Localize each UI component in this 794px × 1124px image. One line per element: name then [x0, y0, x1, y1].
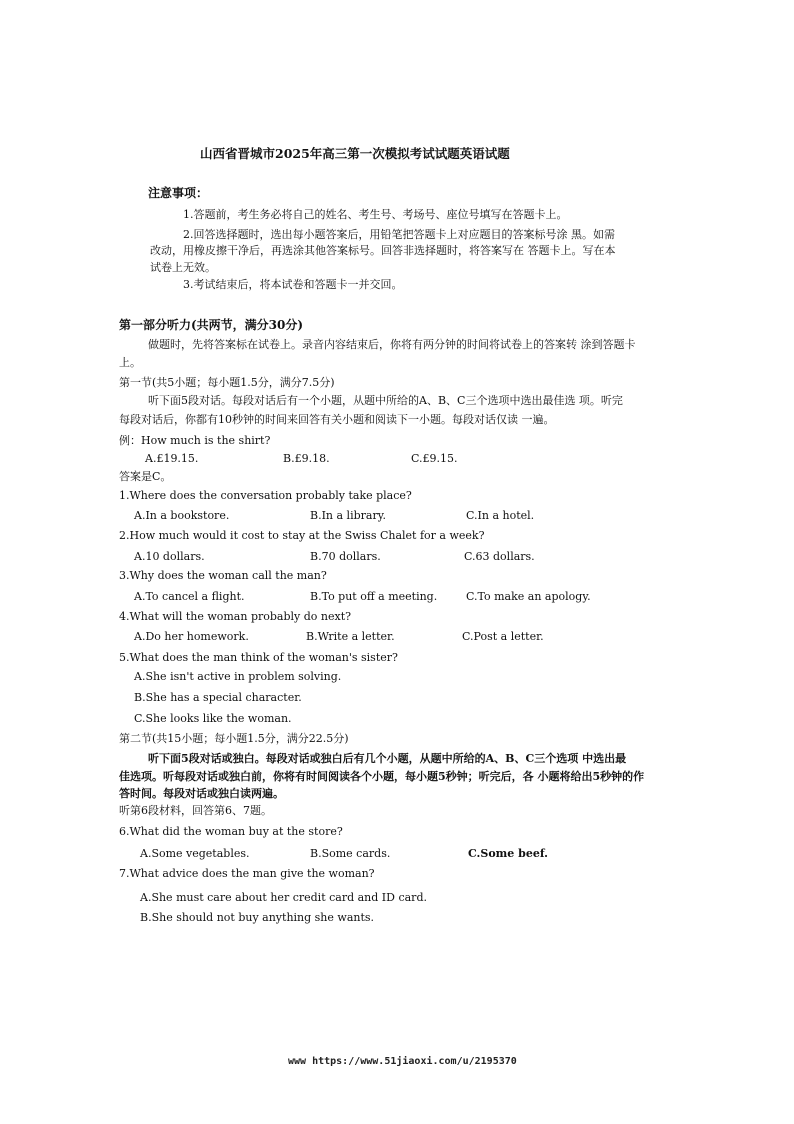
part1-intro: 上。 — [119, 356, 141, 369]
question-3-option-b: B.To put off a meeting. — [310, 590, 438, 603]
part1-heading: 第一部分听力(共两节，满分30分) — [119, 318, 304, 332]
notice-line: 试卷上无效。 — [150, 261, 216, 274]
example-option-c: C.£9.15. — [411, 452, 458, 465]
section2-instructions: 佳选项。听每段对话或独白前，你将有时间阅读各个小题，每小题5秒钟；听完后，各 小题将给出5秒钟的作 — [119, 770, 645, 783]
section2-instructions: 答时间。每段对话或独白读两遍。 — [119, 787, 284, 800]
question-3: 3.Why does the woman call the man? — [119, 569, 327, 582]
notice-heading: 注意事项： — [148, 186, 209, 200]
question-3-option-a: A.To cancel a flight. — [134, 590, 245, 603]
question-4-option-c: C.Post a letter. — [462, 630, 544, 643]
document-title: 山西省晋城市2025年高三第一次模拟考试试题英语试题 — [200, 146, 510, 161]
question-1: 1.Where does the conversation probably take place? — [119, 489, 412, 502]
question-6-option-a: A.Some vegetables. — [140, 847, 250, 860]
question-4-option-b: B.Write a letter. — [306, 630, 395, 643]
question-2-option-a: A.10 dollars. — [134, 550, 205, 563]
section1-instructions: 每段对话后，你都有10秒钟的时间来回答有关小题和阅读下一小题。每段对话仅读 一遍。 — [119, 413, 555, 426]
question-7-option-a: A.She must care about her credit card and ID card. — [140, 891, 427, 904]
section2-instructions: 听下面5段对话或独白。每段对话或独白后有几个小题，从题中所给的A、B、C三个选项 中选出最 — [148, 752, 627, 765]
example-question: 例：How much is the shirt? — [119, 434, 271, 447]
question-6: 6.What did the woman buy at the store? — [119, 825, 343, 838]
question-7-option-b: B.She should not buy anything she wants. — [140, 911, 375, 924]
example-answer: 答案是C。 — [119, 470, 172, 483]
question-5-option-a: A.She isn't active in problem solving. — [134, 670, 342, 683]
question-5-option-c: C.She looks like the woman. — [134, 712, 292, 725]
notice-line: 1.答题前，考生务必将自己的姓名、考生号、考场号、座位号填写在答题卡上。 — [183, 208, 568, 221]
question-6-option-b: B.Some cards. — [310, 847, 391, 860]
notice-line: 3.考试结束后，将本试卷和答题卡一并交回。 — [183, 278, 403, 291]
question-2-option-c: C.63 dollars. — [464, 550, 535, 563]
material-note: 听第6段材料，回答第6、7题。 — [119, 804, 272, 817]
example-option-a: A.£19.15. — [145, 452, 199, 465]
question-5: 5.What does the man think of the woman's sister? — [119, 651, 398, 664]
section1-instructions: 听下面5段对话。每段对话后有一个小题，从题中所给的A、B、C三个选项中选出最佳选 项。听完 — [148, 394, 623, 407]
question-4: 4.What will the woman probably do next? — [119, 610, 352, 623]
example-option-b: B.£9.18. — [283, 452, 330, 465]
footer-url[interactable]: www https://www.51jiaoxi.com/u/2195370 — [288, 1056, 517, 1067]
question-2: 2.How much would it cost to stay at the Swiss Chalet for a week? — [119, 529, 485, 542]
question-4-option-a: A.Do her homework. — [134, 630, 249, 643]
question-1-option-b: B.In a library. — [310, 509, 386, 522]
question-2-option-b: B.70 dollars. — [310, 550, 381, 563]
section2-heading: 第二节(共15小题；每小题1.5分，满分22.5分) — [119, 732, 349, 745]
question-5-option-b: B.She has a special character. — [134, 691, 302, 704]
question-3-option-c: C.To make an apology. — [466, 590, 591, 603]
notice-line: 2.回答选择题时，选出每小题答案后，用铅笔把答题卡上对应题目的答案标号涂 黑。如需 — [183, 228, 615, 241]
notice-line: 改动，用橡皮擦干净后，再选涂其他答案标号。回答非选择题时，将答案写在 答题卡上。写在本 — [150, 244, 616, 257]
question-1-option-c: C.In a hotel. — [466, 509, 535, 522]
question-1-option-a: A.In a bookstore. — [134, 509, 230, 522]
section1-heading: 第一节(共5小题；每小题1.5分，满分7.5分) — [119, 376, 335, 389]
part1-intro: 做题时，先将答案标在试卷上。录音内容结束后，你将有两分钟的时间将试卷上的答案转 涂到答题卡 — [148, 338, 636, 351]
question-6-option-c: C.Some beef. — [468, 847, 548, 860]
question-7: 7.What advice does the man give the woman? — [119, 867, 375, 880]
